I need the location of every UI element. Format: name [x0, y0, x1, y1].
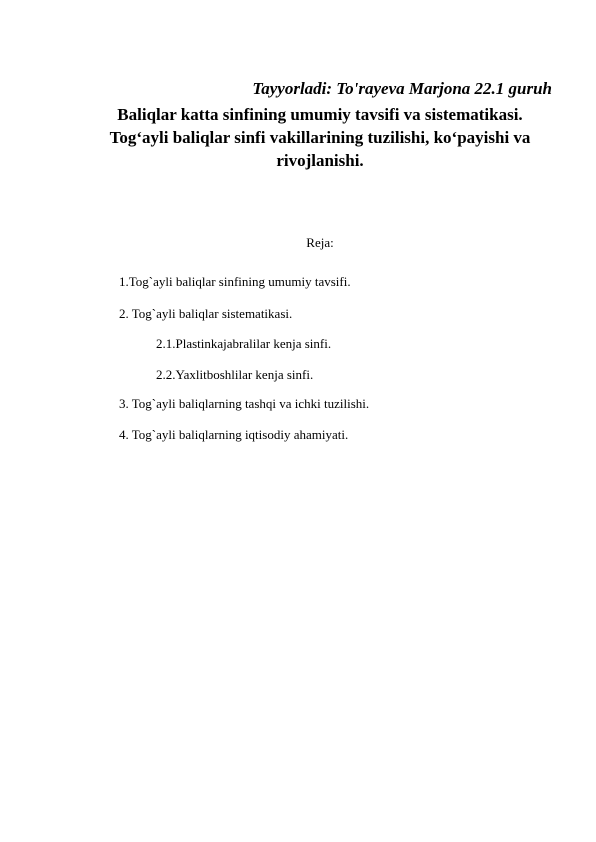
author-line: Tayyorladi: To'rayeva Marjona 22.1 guruh: [252, 79, 552, 98]
title-line: rivojlanishi.: [276, 151, 364, 170]
plan-subitem: 2.2.Yaxlitboshlilar kenja sinfi.: [156, 367, 314, 382]
document-title: [60, 103, 580, 172]
title-line: Tog‘ayli baliqlar sinfi vakillarining tuzilishi, ko‘payishi va: [109, 128, 531, 147]
plan-item: 3. Tog`ayli baliqlarning tashqi va ichki tuzilishi.: [119, 396, 370, 411]
plan-heading: Reja:: [306, 235, 334, 250]
plan-item: 4. Tog`ayli baliqlarning iqtisodiy ahamiyati.: [119, 427, 349, 442]
title-line: Baliqlar katta sinfining umumiy tavsifi va sistematikasi.: [117, 105, 523, 124]
plan-subitem: 2.1.Plastinkajabralilar kenja sinfi.: [156, 336, 332, 351]
plan-item: 1.Tog`ayli baliqlar sinfining umumiy tavsifi.: [119, 274, 351, 289]
plan-item: 2. Tog`ayli baliqlar sistematikasi.: [119, 306, 293, 321]
